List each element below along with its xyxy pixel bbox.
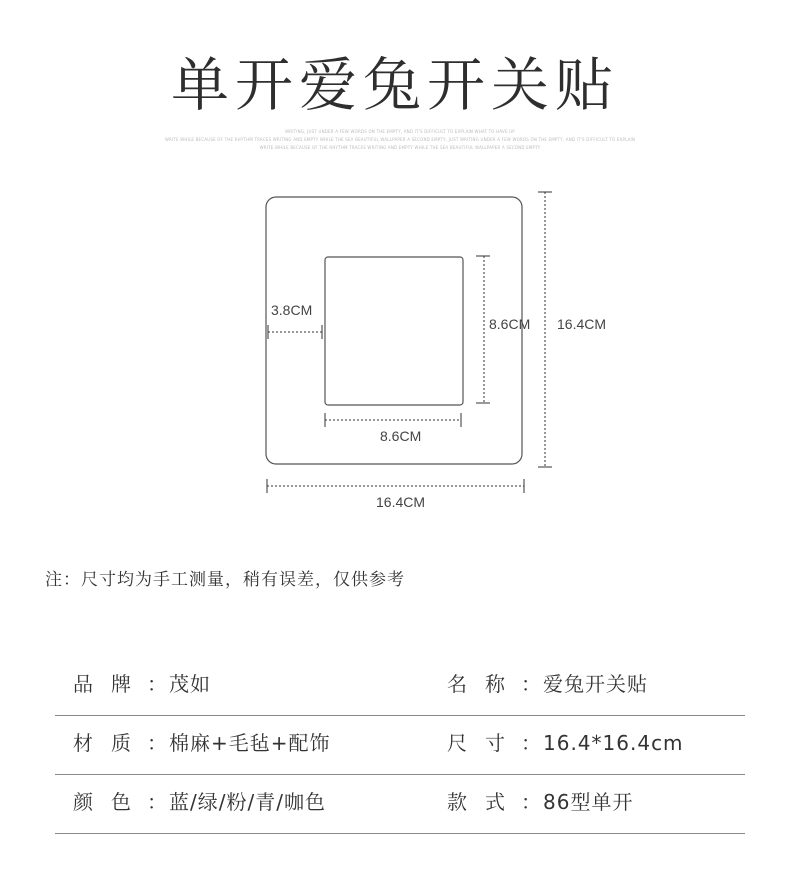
spec-material-value: 棉麻+毛毡+配饰	[169, 731, 331, 755]
colon: ：	[521, 731, 542, 755]
measurement-note: 注：尺寸均为手工测量，稍有误差，仅供参考	[45, 570, 405, 590]
spec-material-label: 材质	[73, 731, 149, 755]
spec-brand-label: 品牌	[73, 672, 149, 696]
spec-size	[447, 714, 684, 772]
colon: ：	[147, 790, 168, 814]
spec-style-value: 86型单开	[543, 790, 634, 814]
left-margin-dim	[268, 325, 322, 339]
spec-name-value: 爱兔开关贴	[543, 672, 648, 696]
page-title: 单开爱兔开关贴	[170, 51, 619, 119]
spec-brand	[73, 655, 211, 713]
inner-height-label: 8.6CM	[489, 316, 531, 332]
outer-width-dim	[267, 479, 524, 493]
spec-name	[447, 655, 648, 713]
spec-row-1	[55, 655, 745, 716]
spec-size-label: 尺寸	[447, 731, 523, 755]
inner-width-label: 8.6CM	[380, 428, 422, 444]
outer-height-dim	[538, 192, 552, 467]
spec-row-3	[55, 773, 745, 834]
spec-size-value: 16.4*16.4cm	[543, 731, 684, 755]
outer-frame	[266, 197, 522, 464]
fine-print-line-1: WRITING, JUST UNDER A FEW WORDS ON THE EMPTY, AND IT'S DIFFICULT TO EXPLAIN WHAT TO HAVE UP	[285, 129, 515, 134]
spec-color-label: 颜色	[73, 790, 149, 814]
switch-opening	[325, 257, 463, 405]
spec-style	[447, 773, 633, 831]
spec-brand-value: 茂如	[169, 672, 211, 696]
colon: ：	[147, 672, 168, 696]
colon: ：	[521, 672, 542, 696]
colon: ：	[147, 731, 168, 755]
fine-print-line-2: WRITE WHILE BECAUSE OF THE RHYTHM TRACES WRITING AND EMPTY WHILE THE SEA BEAUTIFUL WALLPAPER A SECOND EMPTY, JUST WRITING UNDER A FEW WORDS ON THE EMPTY, AND IT'S DIFFICULT TO EXPLAIN	[164, 137, 636, 142]
spec-name-label: 名称	[447, 672, 523, 696]
inner-width-dim	[325, 413, 461, 427]
inner-height-dim	[476, 256, 490, 403]
spec-row-2	[55, 714, 745, 775]
spec-material	[73, 714, 331, 772]
spec-style-label: 款式	[447, 790, 523, 814]
outer-width-label: 16.4CM	[376, 494, 426, 510]
left-margin-label: 3.8CM	[271, 302, 313, 318]
fine-print-line-3: WRITE WHILE BECAUSE OF THE RHYTHM TRACES WRITING AND EMPTY WHILE THE SEA BEAUTIFUL WALLPAPER A SECOND EMPTY	[259, 145, 541, 150]
colon: ：	[521, 790, 542, 814]
spec-color-value: 蓝/绿/粉/青/咖色	[169, 790, 326, 814]
outer-height-label: 16.4CM	[557, 316, 607, 332]
spec-color	[73, 773, 326, 831]
